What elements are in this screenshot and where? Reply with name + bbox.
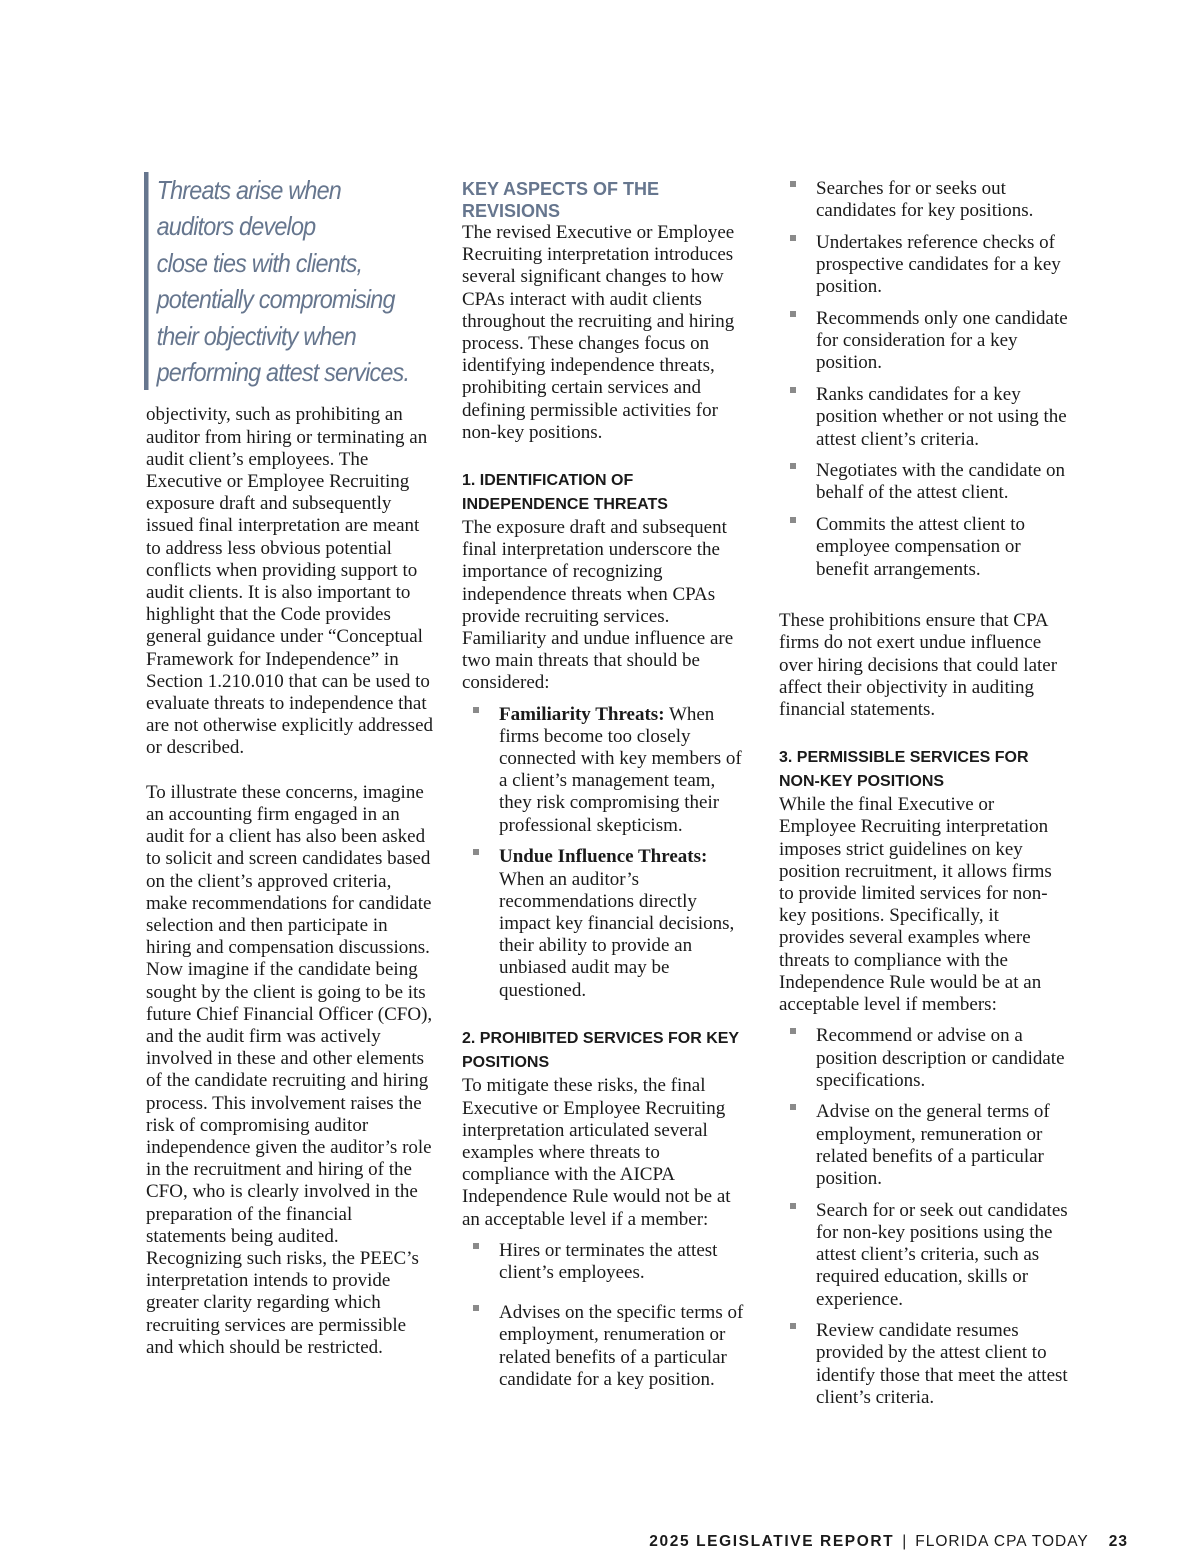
list-item: Advises on the specific terms of employment, renumeration or related benefits of a particular candidate for a key position. — [462, 1302, 752, 1391]
list-item: Undertakes reference checks of prospective candidates for a key position. — [779, 232, 1069, 299]
pull-quote-line: Threats arise when — [156, 175, 342, 205]
subsection-heading: 1. IDENTIFICATION OF INDEPENDENCE THREATS — [462, 472, 668, 514]
threat-term: Familiarity Threats: — [499, 703, 665, 725]
list-item: Negotiates with the candidate on behalf of the attest client. — [779, 460, 1069, 504]
prohibited-list-continued — [779, 178, 1069, 581]
column-left — [146, 172, 436, 1359]
list-item: Recommends only one candidate for consideration for a key position. — [779, 308, 1069, 375]
square-bullet-icon — [790, 1104, 796, 1110]
pull-quote-line: their objectivity when — [156, 320, 356, 351]
body-paragraph: The exposure draft and subsequent final interpretation underscore the importance of recognizing independence threats when CPAs provide recruiting services. Familiarity and undue influence are two main threats that should be considered: — [462, 517, 734, 694]
threat-term: Undue Influence Threats: — [499, 846, 708, 868]
body-paragraph: These prohibitions ensure that CPA firms do not exert undue influence over hiring decisions that could later affect their objectivity in auditing financial statements. — [779, 610, 1058, 721]
body-paragraph: objectivity, such as prohibiting an auditor from hiring or terminating an audit client’s employees. The Executive or Employee Recruiting exposure draft and subsequently issued final interpretation are meant to address less obvious potential conflicts when providing support to audit clients. It is also important to highlight that the Code provides general guidance under “Conceptual Framework for Independence” in Section 1.210.010 that can be used to evaluate threats to independence that are not otherwise explicitly addressed or described. — [146, 404, 434, 759]
page-number: 23 — [1108, 1533, 1128, 1550]
square-bullet-icon — [790, 1203, 796, 1209]
section-heading: KEY ASPECTS OF THE REVISIONS — [462, 179, 660, 221]
pull-quote-line: auditors develop — [156, 211, 316, 242]
pull-quote-line: potentially compromising — [156, 284, 395, 315]
threat-text: When an auditor’s recommendations directly impact key financial decisions, their ability to provide an unbiased audit may be questioned. — [499, 868, 735, 1001]
square-bullet-icon — [790, 1323, 796, 1329]
pull-quote-line: close ties with clients, — [156, 247, 363, 278]
list-item — [462, 846, 752, 1001]
pull-quote-line: performing attest services. — [156, 357, 410, 388]
square-bullet-icon — [790, 387, 796, 393]
column-middle — [462, 178, 752, 1400]
list-item: Advise on the general terms of employment, remuneration or related benefits of a particular position. — [779, 1101, 1069, 1190]
prohibited-list — [462, 1240, 752, 1391]
subsection-heading: 2. PROHIBITED SERVICES FOR KEY POSITIONS — [462, 1030, 739, 1072]
square-bullet-icon — [790, 235, 796, 241]
list-item: Searches for or seeks out candidates for key positions. — [779, 178, 1069, 222]
list-item: Recommend or advise on a position description or candidate specifications. — [779, 1025, 1069, 1092]
list-item: Search for or seek out candidates for non-key positions using the attest client’s criteria, such as required education, skills or experience. — [779, 1200, 1069, 1311]
square-bullet-icon — [790, 311, 796, 317]
list-item: Review candidate resumes provided by the attest client to identify those that meet the attest client’s criteria. — [779, 1320, 1069, 1409]
publication-name: FLORIDA CPA TODAY — [915, 1533, 1089, 1550]
footer-separator: | — [902, 1533, 908, 1550]
page-footer — [649, 1533, 1128, 1551]
column-right — [779, 178, 1069, 1419]
square-bullet-icon — [790, 517, 796, 523]
body-paragraph: To mitigate these risks, the final Executive or Employee Recruiting interpretation articulated several examples where threats to compliance with the AICPA Independence Rule would not be at an acceptable level if a member: — [462, 1075, 731, 1230]
square-bullet-icon — [790, 181, 796, 187]
body-paragraph: While the final Executive or Employee Recruiting interpretation imposes strict guidelines on key position recruitment, it allows firms to provide limited services for non-key positions. Specifically, it provides several examples where threats to compliance with the Independence Rule would be at an acceptable level if members: — [779, 794, 1052, 1016]
square-bullet-icon — [473, 1305, 479, 1311]
body-paragraph: To illustrate these concerns, imagine an accounting firm engaged in an audit for a client has also been asked to solicit and screen candidates based on the client’s approved criteria, make recommendations for candidate selection and then participate in hiring and compensation discussions. Now imagine if the candidate being sought by the client is going to be its future Chief Financial Officer (CFO), and the audit firm was actively involved in these and other elements of the candidate recruiting and hiring process. This involvement raises the risk of compromising auditor independence given the auditor’s role in the recruitment and hiring of the CFO, who is clearly involved in the preparation of the financial statements being audited. Recognizing such risks, the PEEC’s interpretation intends to provide greater clarity regarding which recruiting services are permissible and which should be restricted. — [146, 781, 433, 1358]
square-bullet-icon — [790, 463, 796, 469]
body-paragraph: The revised Executive or Employee Recruiting interpretation introduces several significant changes to how CPAs interact with audit clients throughout the recruiting and hiring process. These changes focus on identifying independence threats, prohibiting certain services and defining permissible activities for non-key positions. — [462, 222, 735, 443]
square-bullet-icon — [473, 849, 479, 855]
threat-list — [462, 704, 752, 1002]
square-bullet-icon — [473, 707, 479, 713]
threat-text: When firms become too closely connected with key members of a client’s management team, they risk compromising their professional skepticism. — [499, 703, 742, 836]
list-item — [462, 704, 752, 837]
list-item: Commits the attest client to employee compensation or benefit arrangements. — [779, 514, 1069, 581]
permissible-list — [779, 1025, 1069, 1409]
square-bullet-icon — [790, 1028, 796, 1034]
square-bullet-icon — [473, 1243, 479, 1249]
report-title: 2025 LEGISLATIVE REPORT — [649, 1533, 895, 1550]
list-item: Ranks candidates for a key position whether or not using the attest client’s criteria. — [779, 384, 1069, 451]
pull-quote — [144, 172, 445, 390]
list-item: Hires or terminates the attest client’s employees. — [462, 1240, 752, 1284]
subsection-heading: 3. PERMISSIBLE SERVICES FOR NON-KEY POSITIONS — [779, 749, 1029, 791]
